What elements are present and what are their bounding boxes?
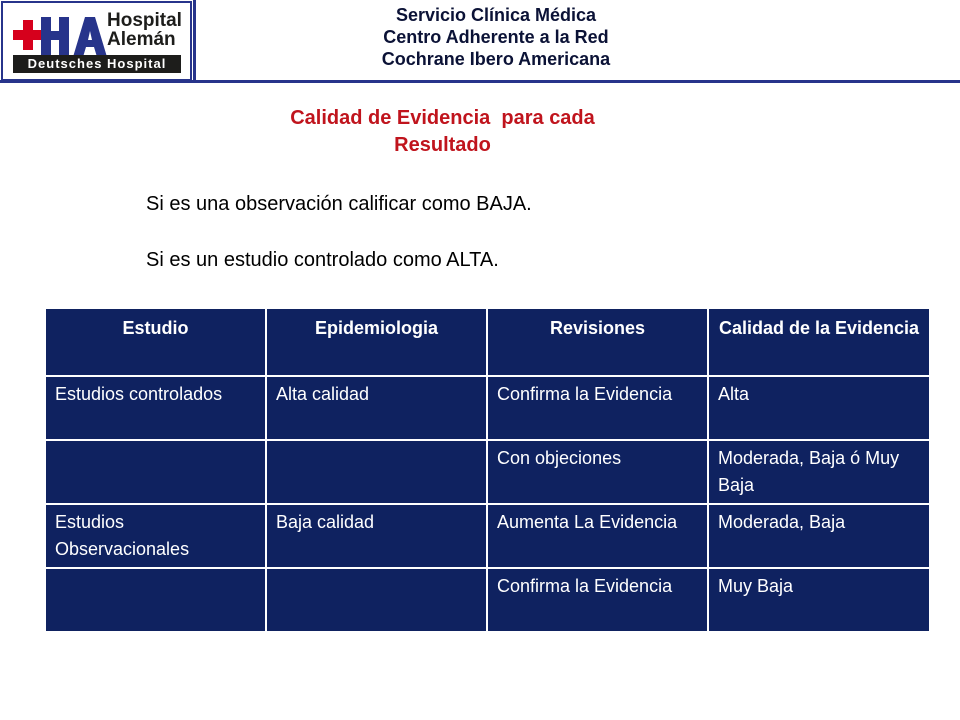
table-header-row: [45, 308, 930, 376]
table-cell: Estudios controlados: [45, 376, 266, 440]
table-cell: [45, 568, 266, 632]
logo-name-line1: Hospital: [107, 10, 182, 31]
table-row: [45, 504, 930, 568]
slide-header: [0, 0, 960, 84]
table-cell: Alta calidad: [266, 376, 487, 440]
slide-title-line-1: Calidad de Evidencia para cada: [290, 107, 595, 129]
hospital-logo: [1, 1, 192, 81]
header-line-3: Cochrane Ibero Americana: [381, 49, 611, 69]
evidence-quality-table: [44, 307, 931, 633]
header-divider-horizontal: [0, 80, 960, 83]
table-row: [45, 376, 930, 440]
table-cell: Muy Baja: [708, 568, 930, 632]
table-cell: Aumenta La Evidencia: [487, 504, 708, 568]
logo-name-line2: Alemán: [107, 29, 176, 50]
column-header-calidad: Calidad de la Evidencia: [708, 308, 930, 376]
note-observation: Si es una observación calificar como BAJA.: [146, 193, 532, 215]
table-cell: Moderada, Baja ó Muy Baja: [708, 440, 930, 504]
table-cell: Confirma la Evidencia: [487, 376, 708, 440]
note-controlled-study: Si es un estudio controlado como ALTA.: [146, 249, 499, 271]
table-cell: [266, 568, 487, 632]
table-row: [45, 568, 930, 632]
table-cell: Estudios Observacionales: [45, 504, 266, 568]
table-cell: [266, 440, 487, 504]
header-institution: [196, 4, 796, 70]
table-cell: Con objeciones: [487, 440, 708, 504]
table-cell: Moderada, Baja: [708, 504, 930, 568]
column-header-estudio: Estudio: [45, 308, 266, 376]
table-cell: Baja calidad: [266, 504, 487, 568]
column-header-epidemiologia: Epidemiologia: [266, 308, 487, 376]
slide-title: [230, 105, 655, 159]
table-row: [45, 440, 930, 504]
logo-tagline: Deutsches Hospital: [13, 55, 181, 73]
table-cell: Confirma la Evidencia: [487, 568, 708, 632]
table-cell: Alta: [708, 376, 930, 440]
slide-title-line-2: Resultado: [394, 134, 491, 156]
table-cell: [45, 440, 266, 504]
header-line-2: Centro Adherente a la Red: [383, 27, 609, 47]
header-line-1: Servicio Clínica Médica: [395, 5, 597, 25]
column-header-revisiones: Revisiones: [487, 308, 708, 376]
